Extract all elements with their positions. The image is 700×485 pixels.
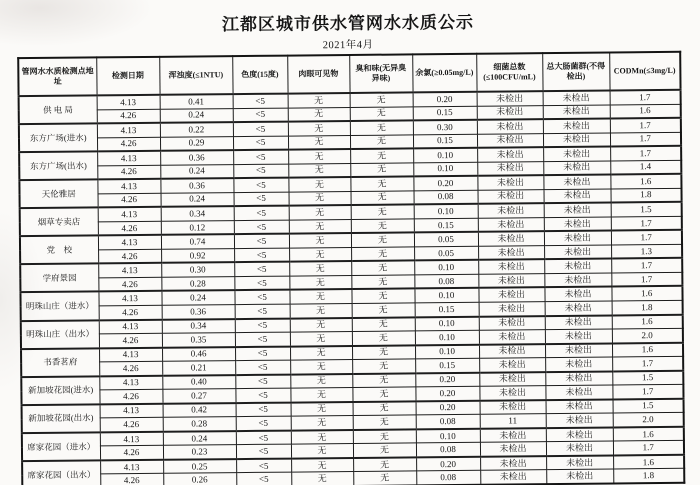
cell-color: <5 bbox=[236, 472, 291, 485]
cell-odor-taste: 无 bbox=[352, 317, 415, 332]
cell-codmn: 1.5 bbox=[612, 370, 683, 385]
cell-residual-chlorine: 0.10 bbox=[414, 204, 478, 219]
cell-bacteria-count: 未检出 bbox=[477, 91, 543, 106]
cell-turbidity: 0.36 bbox=[160, 150, 233, 165]
location-cell: 学府景园 bbox=[20, 264, 98, 293]
cell-visible-matter: 无 bbox=[289, 247, 351, 262]
cell-color: <5 bbox=[236, 444, 291, 459]
cell-date: 4.26 bbox=[97, 165, 160, 180]
location-cell: 新加坡花园(进水) bbox=[21, 376, 99, 405]
cell-bacteria-count: 未检出 bbox=[477, 105, 543, 120]
cell-odor-taste: 无 bbox=[351, 289, 414, 304]
cell-turbidity: 0.25 bbox=[163, 459, 236, 474]
cell-color: <5 bbox=[235, 318, 290, 333]
cell-date: 4.13 bbox=[98, 207, 161, 222]
cell-codmn: 1.7 bbox=[610, 90, 681, 105]
cell-date: 4.26 bbox=[100, 474, 163, 485]
cell-codmn: 1.6 bbox=[613, 427, 684, 442]
cell-residual-chlorine: 0.05 bbox=[414, 246, 478, 261]
cell-coliform: 未检出 bbox=[543, 147, 610, 162]
cell-visible-matter: 无 bbox=[290, 332, 352, 347]
cell-residual-chlorine: 0.15 bbox=[415, 358, 479, 373]
cell-bacteria-count: 未检出 bbox=[477, 133, 543, 148]
cell-date: 4.13 bbox=[98, 235, 161, 250]
cell-visible-matter: 无 bbox=[288, 121, 350, 136]
location-cell: 席家花园（进水） bbox=[22, 432, 100, 461]
cell-odor-taste: 无 bbox=[352, 373, 415, 388]
cell-coliform: 未检出 bbox=[546, 455, 613, 470]
cell-odor-taste: 无 bbox=[352, 387, 415, 402]
cell-bacteria-count: 未检出 bbox=[480, 470, 546, 485]
cell-date: 4.26 bbox=[99, 333, 162, 348]
cell-visible-matter: 无 bbox=[290, 303, 352, 318]
cell-color: <5 bbox=[236, 430, 291, 445]
cell-visible-matter: 无 bbox=[288, 149, 350, 164]
cell-visible-matter: 无 bbox=[288, 163, 350, 178]
cell-odor-taste: 无 bbox=[350, 163, 413, 178]
cell-color: <5 bbox=[233, 136, 288, 151]
cell-codmn: 1.5 bbox=[613, 398, 684, 413]
cell-date: 4.26 bbox=[99, 305, 162, 320]
cell-odor-taste: 无 bbox=[351, 205, 414, 220]
cell-color: <5 bbox=[233, 164, 288, 179]
cell-codmn: 1.6 bbox=[612, 342, 683, 357]
cell-color: <5 bbox=[234, 220, 289, 235]
cell-codmn: 1.7 bbox=[610, 146, 681, 161]
cell-odor-taste: 无 bbox=[350, 149, 413, 164]
cell-turbidity: 0.29 bbox=[160, 136, 233, 151]
cell-odor-taste: 无 bbox=[350, 134, 413, 149]
cell-turbidity: 0.40 bbox=[162, 375, 235, 390]
cell-turbidity: 0.12 bbox=[161, 220, 234, 235]
cell-turbidity: 0.24 bbox=[161, 291, 234, 306]
cell-color: <5 bbox=[235, 374, 290, 389]
cell-coliform: 未检出 bbox=[544, 217, 611, 232]
cell-codmn: 1.7 bbox=[611, 258, 682, 273]
cell-turbidity: 0.24 bbox=[163, 431, 236, 446]
cell-residual-chlorine: 0.10 bbox=[416, 429, 480, 444]
cell-turbidity: 0.36 bbox=[162, 305, 235, 320]
page-subtitle: 2021年4月 bbox=[322, 39, 374, 52]
col-header-visible-matter: 肉眼可见物 bbox=[287, 55, 349, 94]
col-header-residual-chlorine: 余氯(≥0.05mg/L) bbox=[412, 54, 476, 93]
cell-date: 4.13 bbox=[99, 347, 162, 362]
cell-codmn: 1.7 bbox=[611, 216, 682, 231]
cell-date: 4.13 bbox=[98, 291, 161, 306]
cell-bacteria-count: 未检出 bbox=[480, 442, 546, 457]
cell-bacteria-count: 未检出 bbox=[479, 302, 545, 317]
cell-date: 4.26 bbox=[97, 137, 160, 152]
cell-bacteria-count: 未检出 bbox=[480, 456, 546, 471]
cell-codmn: 1.4 bbox=[610, 160, 681, 175]
cell-odor-taste: 无 bbox=[352, 345, 415, 360]
cell-visible-matter: 无 bbox=[289, 289, 351, 304]
cell-coliform: 未检出 bbox=[544, 203, 611, 218]
cell-date: 4.13 bbox=[100, 403, 163, 418]
cell-residual-chlorine: 0.20 bbox=[413, 176, 477, 191]
cell-residual-chlorine: 0.10 bbox=[414, 288, 478, 303]
cell-date: 4.13 bbox=[100, 460, 163, 475]
cell-date: 4.26 bbox=[98, 249, 161, 264]
cell-turbidity: 0.34 bbox=[162, 319, 235, 334]
water-quality-table bbox=[17, 51, 685, 485]
cell-date: 4.26 bbox=[98, 277, 161, 292]
cell-turbidity: 0.21 bbox=[162, 361, 235, 376]
header-row bbox=[18, 52, 680, 96]
cell-coliform: 未检出 bbox=[543, 133, 610, 148]
cell-bacteria-count: 未检出 bbox=[479, 386, 545, 401]
cell-odor-taste: 无 bbox=[353, 457, 416, 472]
cell-bacteria-count: 未检出 bbox=[479, 372, 545, 387]
cell-coliform: 未检出 bbox=[545, 343, 612, 358]
cell-odor-taste: 无 bbox=[351, 233, 414, 248]
cell-color: <5 bbox=[235, 332, 290, 347]
cell-coliform: 未检出 bbox=[544, 259, 611, 274]
location-cell: 新加坡花园(出水) bbox=[22, 404, 100, 433]
cell-residual-chlorine: 0.08 bbox=[414, 190, 478, 205]
cell-coliform: 未检出 bbox=[545, 301, 612, 316]
cell-turbidity: 0.26 bbox=[163, 473, 236, 485]
cell-color: <5 bbox=[234, 234, 289, 249]
cell-codmn: 1.6 bbox=[612, 314, 683, 329]
cell-residual-chlorine: 0.08 bbox=[416, 414, 480, 429]
cell-turbidity: 0.28 bbox=[163, 417, 236, 432]
location-cell: 天伦雅居 bbox=[19, 180, 97, 209]
cell-visible-matter: 无 bbox=[291, 472, 353, 485]
cell-bacteria-count: 未检出 bbox=[478, 245, 544, 260]
cell-turbidity: 0.35 bbox=[162, 333, 235, 348]
cell-date: 4.13 bbox=[97, 151, 160, 166]
cell-odor-taste: 无 bbox=[353, 443, 416, 458]
cell-residual-chlorine: 0.08 bbox=[414, 274, 478, 289]
cell-visible-matter: 无 bbox=[288, 93, 350, 108]
cell-visible-matter: 无 bbox=[288, 107, 350, 122]
cell-color: <5 bbox=[236, 416, 291, 431]
cell-odor-taste: 无 bbox=[353, 401, 416, 416]
cell-color: <5 bbox=[233, 178, 288, 193]
location-cell: 明珠山庄（出水） bbox=[21, 320, 99, 349]
cell-visible-matter: 无 bbox=[291, 416, 353, 431]
cell-codmn: 1.8 bbox=[610, 188, 681, 203]
cell-odor-taste: 无 bbox=[351, 261, 414, 276]
cell-odor-taste: 无 bbox=[350, 106, 413, 121]
cell-codmn: 1.7 bbox=[611, 272, 682, 287]
cell-bacteria-count: 未检出 bbox=[478, 203, 544, 218]
cell-bacteria-count: 未检出 bbox=[478, 189, 544, 204]
cell-visible-matter: 无 bbox=[289, 275, 351, 290]
cell-date: 4.13 bbox=[99, 319, 162, 334]
cell-codmn: 1.6 bbox=[610, 174, 681, 189]
cell-bacteria-count: 11 bbox=[480, 414, 546, 429]
cell-turbidity: 0.24 bbox=[160, 108, 233, 123]
cell-residual-chlorine: 0.08 bbox=[416, 471, 480, 485]
cell-color: <5 bbox=[236, 402, 291, 417]
cell-codmn: 1.6 bbox=[611, 286, 682, 301]
cell-coliform: 未检出 bbox=[545, 385, 612, 400]
notice-content bbox=[17, 0, 684, 485]
cell-visible-matter: 无 bbox=[291, 402, 353, 417]
cell-odor-taste: 无 bbox=[352, 331, 415, 346]
cell-odor-taste: 无 bbox=[353, 415, 416, 430]
cell-residual-chlorine: 0.30 bbox=[413, 120, 477, 135]
cell-turbidity: 0.34 bbox=[161, 206, 234, 221]
cell-coliform: 未检出 bbox=[546, 441, 613, 456]
cell-color: <5 bbox=[235, 360, 290, 375]
cell-residual-chlorine: 0.10 bbox=[413, 148, 477, 163]
cell-codmn: 1.7 bbox=[612, 384, 683, 399]
col-header-bacteria-count: 细菌总数(≤100CFU/mL) bbox=[476, 53, 542, 92]
cell-visible-matter: 无 bbox=[289, 233, 351, 248]
cell-date: 4.13 bbox=[99, 375, 162, 390]
cell-odor-taste: 无 bbox=[351, 275, 414, 290]
cell-turbidity: 0.22 bbox=[160, 122, 233, 137]
cell-odor-taste: 无 bbox=[350, 177, 413, 192]
cell-coliform: 未检出 bbox=[543, 175, 610, 190]
cell-residual-chlorine: 0.15 bbox=[413, 134, 477, 149]
cell-color: <5 bbox=[233, 108, 288, 123]
cell-visible-matter: 无 bbox=[290, 374, 352, 389]
cell-coliform: 未检出 bbox=[543, 91, 610, 106]
location-cell: 席家花园（出水） bbox=[22, 460, 100, 485]
cell-color: <5 bbox=[235, 346, 290, 361]
cell-color: <5 bbox=[233, 150, 288, 165]
cell-visible-matter: 无 bbox=[289, 191, 351, 206]
cell-bacteria-count: 未检出 bbox=[478, 260, 544, 275]
col-header-location: 管网水水质检测点地址 bbox=[18, 57, 96, 96]
cell-turbidity: 0.92 bbox=[161, 248, 234, 263]
cell-bacteria-count: 未检出 bbox=[478, 217, 544, 232]
cell-date: 4.26 bbox=[98, 193, 161, 208]
cell-bacteria-count: 未检出 bbox=[479, 316, 545, 331]
cell-codmn: 1.8 bbox=[612, 300, 683, 315]
cell-turbidity: 0.27 bbox=[162, 389, 235, 404]
cell-odor-taste: 无 bbox=[352, 303, 415, 318]
col-header-turbidity: 浑浊度(≤1NTU) bbox=[159, 56, 232, 95]
cell-codmn: 1.7 bbox=[613, 441, 684, 456]
cell-bacteria-count: 未检出 bbox=[478, 288, 544, 303]
cell-residual-chlorine: 0.15 bbox=[414, 218, 478, 233]
cell-visible-matter: 无 bbox=[290, 317, 352, 332]
cell-visible-matter: 无 bbox=[291, 458, 353, 473]
col-header-date: 检测日期 bbox=[96, 57, 159, 96]
cell-codmn: 1.7 bbox=[612, 356, 683, 371]
cell-bacteria-count: 未检出 bbox=[477, 147, 543, 162]
cell-visible-matter: 无 bbox=[288, 135, 350, 150]
cell-coliform: 未检出 bbox=[544, 231, 611, 246]
cell-odor-taste: 无 bbox=[351, 191, 414, 206]
cell-coliform: 未检出 bbox=[545, 371, 612, 386]
cell-residual-chlorine: 0.20 bbox=[416, 457, 480, 472]
cell-date: 4.26 bbox=[98, 221, 161, 236]
cell-date: 4.26 bbox=[99, 361, 162, 376]
cell-coliform: 未检出 bbox=[545, 315, 612, 330]
cell-codmn: 1.7 bbox=[611, 230, 682, 245]
cell-coliform: 未检出 bbox=[543, 189, 610, 204]
cell-coliform: 未检出 bbox=[546, 427, 613, 442]
cell-visible-matter: 无 bbox=[290, 360, 352, 375]
cell-codmn: 1.6 bbox=[610, 104, 681, 119]
cell-date: 4.13 bbox=[97, 179, 160, 194]
cell-turbidity: 0.42 bbox=[163, 403, 236, 418]
cell-color: <5 bbox=[234, 276, 289, 291]
cell-date: 4.26 bbox=[99, 389, 162, 404]
cell-color: <5 bbox=[234, 248, 289, 263]
col-header-coliform: 总大肠菌群(不得检出) bbox=[542, 53, 609, 92]
cell-date: 4.13 bbox=[97, 95, 160, 110]
cell-turbidity: 0.24 bbox=[161, 192, 234, 207]
cell-turbidity: 0.36 bbox=[160, 178, 233, 193]
cell-coliform: 未检出 bbox=[545, 329, 612, 344]
cell-date: 4.13 bbox=[98, 263, 161, 278]
cell-bacteria-count: 未检出 bbox=[477, 161, 543, 176]
cell-odor-taste: 无 bbox=[350, 92, 413, 107]
cell-visible-matter: 无 bbox=[290, 388, 352, 403]
cell-codmn: 1.7 bbox=[610, 118, 681, 133]
cell-odor-taste: 无 bbox=[351, 247, 414, 262]
location-cell: 书香茗府 bbox=[21, 348, 99, 377]
cell-odor-taste: 无 bbox=[352, 359, 415, 374]
cell-bacteria-count: 未检出 bbox=[480, 428, 546, 443]
cell-color: <5 bbox=[234, 290, 289, 305]
page-title: 江都区城市供水管网水水质公示 bbox=[221, 12, 474, 35]
table-body bbox=[19, 90, 685, 485]
cell-visible-matter: 无 bbox=[290, 346, 352, 361]
cell-turbidity: 0.24 bbox=[160, 164, 233, 179]
cell-odor-taste: 无 bbox=[353, 429, 416, 444]
cell-color: <5 bbox=[234, 262, 289, 277]
cell-residual-chlorine: 0.08 bbox=[416, 443, 480, 458]
location-cell: 党 校 bbox=[20, 236, 98, 265]
cell-color: <5 bbox=[235, 304, 290, 319]
cell-visible-matter: 无 bbox=[289, 205, 351, 220]
cell-residual-chlorine: 0.10 bbox=[415, 344, 479, 359]
location-cell: 烟草专卖店 bbox=[20, 208, 98, 237]
cell-date: 4.26 bbox=[97, 109, 160, 124]
cell-residual-chlorine: 0.20 bbox=[413, 92, 477, 107]
cell-visible-matter: 无 bbox=[291, 444, 353, 459]
cell-turbidity: 0.23 bbox=[163, 445, 236, 460]
cell-bacteria-count: 未检出 bbox=[478, 274, 544, 289]
cell-residual-chlorine: 0.20 bbox=[416, 400, 480, 415]
col-header-odor-taste: 臭和味(无异臭异味) bbox=[349, 54, 412, 93]
cell-turbidity: 0.30 bbox=[161, 262, 234, 277]
cell-color: <5 bbox=[233, 122, 288, 137]
cell-turbidity: 0.74 bbox=[161, 234, 234, 249]
cell-coliform: 未检出 bbox=[543, 119, 610, 134]
cell-odor-taste: 无 bbox=[350, 120, 413, 135]
cell-bacteria-count: 未检出 bbox=[479, 330, 545, 345]
cell-turbidity: 0.46 bbox=[162, 347, 235, 362]
cell-coliform: 未检出 bbox=[546, 413, 613, 428]
cell-residual-chlorine: 0.20 bbox=[415, 386, 479, 401]
cell-visible-matter: 无 bbox=[289, 261, 351, 276]
cell-coliform: 未检出 bbox=[544, 287, 611, 302]
cell-color: <5 bbox=[233, 94, 288, 109]
cell-turbidity: 0.41 bbox=[160, 94, 233, 109]
cell-bacteria-count: 未检出 bbox=[477, 175, 543, 190]
cell-residual-chlorine: 0.15 bbox=[413, 106, 477, 121]
cell-color: <5 bbox=[236, 458, 291, 473]
cell-date: 4.26 bbox=[100, 446, 163, 461]
cell-coliform: 未检出 bbox=[543, 105, 610, 120]
col-header-color: 色度(15度) bbox=[232, 56, 287, 95]
cell-residual-chlorine: 0.10 bbox=[413, 162, 477, 177]
cell-bacteria-count: 未检出 bbox=[480, 400, 546, 415]
cell-date: 4.26 bbox=[100, 418, 163, 433]
cell-bacteria-count: 未检出 bbox=[478, 231, 544, 246]
cell-color: <5 bbox=[234, 192, 289, 207]
location-cell: 东方广场(出水) bbox=[19, 152, 97, 181]
cell-odor-taste: 无 bbox=[351, 219, 414, 234]
cell-visible-matter: 无 bbox=[289, 219, 351, 234]
cell-coliform: 未检出 bbox=[545, 357, 612, 372]
cell-codmn: 2.0 bbox=[613, 413, 684, 428]
cell-coliform: 未检出 bbox=[546, 399, 613, 414]
cell-visible-matter: 无 bbox=[288, 177, 350, 192]
cell-residual-chlorine: 0.05 bbox=[414, 232, 478, 247]
location-cell: 明珠山庄（进水） bbox=[20, 292, 98, 321]
cell-residual-chlorine: 0.15 bbox=[415, 302, 479, 317]
cell-coliform: 未检出 bbox=[546, 469, 613, 484]
cell-codmn: 1.5 bbox=[611, 202, 682, 217]
cell-visible-matter: 无 bbox=[291, 430, 353, 445]
cell-codmn: 1.7 bbox=[610, 132, 681, 147]
cell-coliform: 未检出 bbox=[544, 245, 611, 260]
cell-codmn: 1.8 bbox=[613, 469, 684, 484]
cell-residual-chlorine: 0.10 bbox=[415, 316, 479, 331]
cell-color: <5 bbox=[234, 206, 289, 221]
cell-color: <5 bbox=[235, 388, 290, 403]
cell-codmn: 1.6 bbox=[613, 455, 684, 470]
cell-turbidity: 0.28 bbox=[161, 277, 234, 292]
cell-date: 4.13 bbox=[97, 123, 160, 138]
cell-coliform: 未检出 bbox=[544, 273, 611, 288]
cell-residual-chlorine: 0.10 bbox=[415, 330, 479, 345]
cell-bacteria-count: 未检出 bbox=[477, 119, 543, 134]
cell-residual-chlorine: 0.10 bbox=[414, 260, 478, 275]
cell-coliform: 未检出 bbox=[543, 161, 610, 176]
cell-odor-taste: 无 bbox=[353, 471, 416, 485]
cell-bacteria-count: 未检出 bbox=[479, 358, 545, 373]
cell-date: 4.13 bbox=[100, 432, 163, 447]
cell-codmn: 2.0 bbox=[612, 328, 683, 343]
cell-codmn: 1.3 bbox=[611, 244, 682, 259]
location-cell: 东方广场(进水) bbox=[19, 123, 97, 152]
col-header-codmn: CODMn(≤3mg/L) bbox=[609, 52, 680, 91]
location-cell: 供 电 局 bbox=[19, 95, 97, 124]
cell-residual-chlorine: 0.20 bbox=[415, 372, 479, 387]
cell-bacteria-count: 未检出 bbox=[479, 344, 545, 359]
